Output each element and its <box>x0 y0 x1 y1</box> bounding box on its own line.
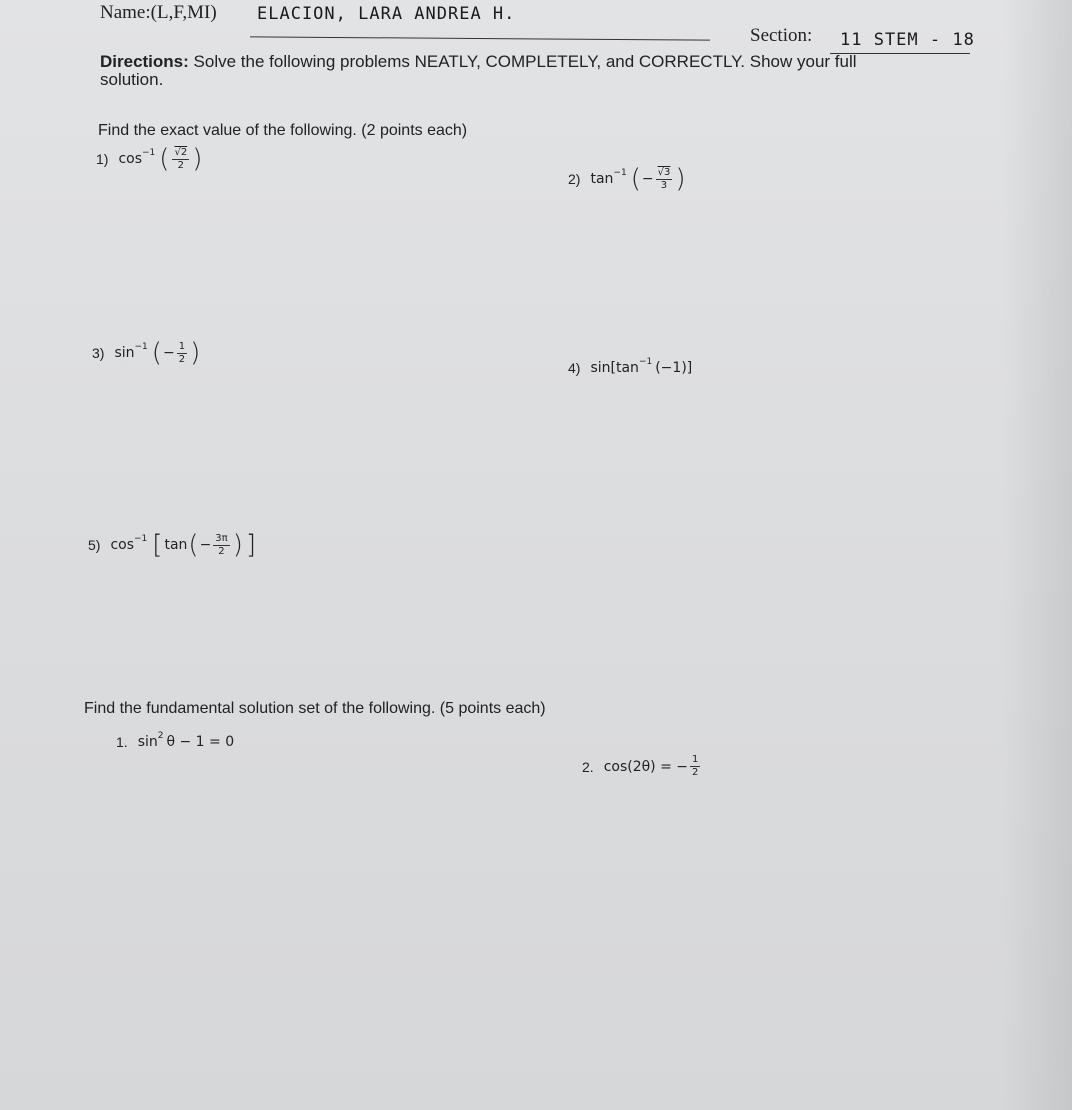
part1-heading: Find the exact value of the following. (2 points each) <box>98 122 468 139</box>
section-value: 11 STEM - 18 <box>840 30 975 50</box>
name-label: Name:(L,F,MI) <box>100 2 217 23</box>
page-shadow <box>1002 0 1072 1110</box>
part2-problem-1: 1. sin 2 θ − 1 = 0 <box>116 731 235 750</box>
directions-text: Solve the following problems NEATLY, COMPLETELY, and CORRECTLY. Show your full <box>193 52 857 71</box>
name-value: ELACION, LARA ANDREA H. <box>257 4 516 24</box>
part2-problem-2: 2. cos(2θ) = − $\frac{1}{2}$ <box>582 754 699 778</box>
directions-label: Directions: <box>100 52 189 71</box>
problem-4: 4) sin [ tan −1 (−1) ] <box>568 357 693 376</box>
problem-5: 5) cos −1 [ tan ( − $\frac{3\pi}{2}$ ) ] <box>88 530 256 560</box>
section-label: Section: <box>750 25 813 46</box>
directions-continuation: solution. <box>100 70 164 89</box>
part2-heading: Find the fundamental solution set of the following. (5 points each) <box>84 700 546 717</box>
problem-3: 3) sin −1 ( − $\frac{1}{2}$ ) <box>92 338 201 368</box>
name-line <box>250 36 710 40</box>
problem-1: 1) cos −1 ( $\frac{√2}{2}$ ) <box>96 144 203 174</box>
directions-block <box>100 52 857 72</box>
problem-2: 2) tan −1 ( − $\frac{√3}{3}$ ) <box>568 164 686 194</box>
